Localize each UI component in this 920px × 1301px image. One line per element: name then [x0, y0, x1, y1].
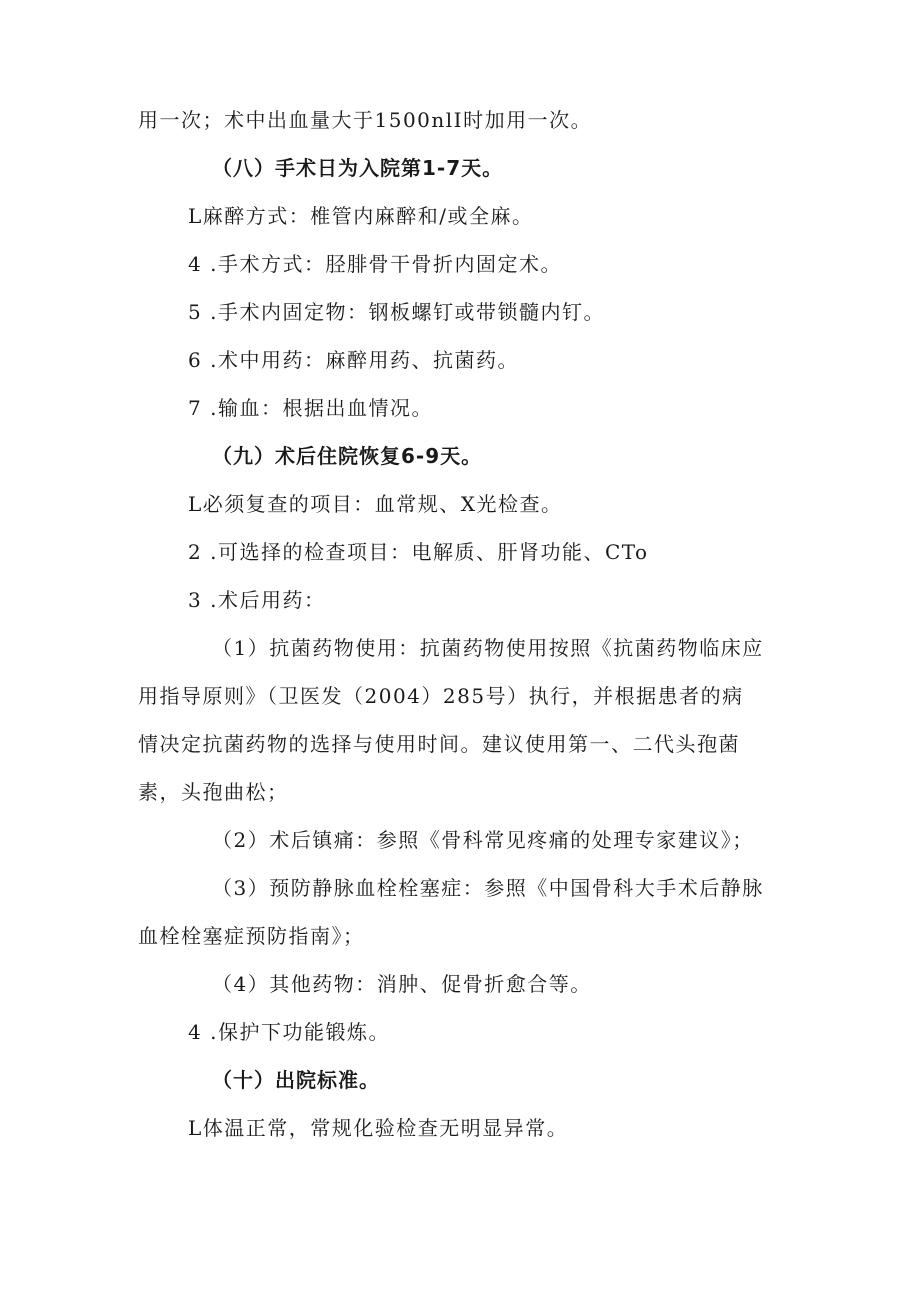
sub-item-antibiotics-cont-3: 素，头孢曲松；: [138, 780, 289, 804]
sub-item-vte-prevention-cont: 血栓栓塞症预防指南》；: [138, 924, 365, 948]
sub-item-antibiotics-cont-1: 用指导原则》（卫医发（2004）285号）执行，并根据患者的病: [138, 684, 744, 708]
sub-item-antibiotics-cont-2: 情决定抗菌药物的选择与使用时间。建议使用第一、二代头孢菌: [138, 732, 740, 756]
list-item-anesthesia: L麻醉方式：椎管内麻醉和/或全麻。: [188, 204, 534, 228]
list-item-discharge-criteria: L体温正常，常规化验检查无明显异常。: [188, 1116, 569, 1140]
list-item-exercise: 4 .保护下功能锻炼。: [188, 1020, 390, 1044]
list-item-intraop-drugs: 6 .术中用药：麻醉用药、抗菌药。: [188, 348, 519, 372]
list-item-required-review: L必须复查的项目：血常规、X光检查。: [188, 492, 563, 516]
section-heading-8: （八）手术日为入院第1-7天。: [212, 156, 504, 180]
list-item-postop-drugs: 3 .术后用药：: [188, 588, 326, 612]
list-item-optional-tests: 2 .可选择的检查项目：电解质、肝肾功能、CTo: [188, 540, 649, 564]
sub-item-analgesia: （2）术后镇痛：参照《骨科常见疼痛的处理专家建议》；: [212, 828, 754, 852]
list-item-transfusion: 7 .输血：根据出血情况。: [188, 396, 433, 420]
sub-item-vte-prevention: （3）预防静脉血栓栓塞症：参照《中国骨科大手术后静脉: [212, 876, 764, 900]
sub-item-antibiotics: （1）抗菌药物使用：抗菌药物使用按照《抗菌药物临床应: [212, 636, 764, 660]
section-heading-10: （十）出院标准。: [212, 1068, 380, 1092]
list-item-surgery-method: 4 .手术方式：胫腓骨干骨折内固定术。: [188, 252, 562, 276]
sub-item-other-drugs: （4）其他药物：消肿、促骨折愈合等。: [212, 972, 592, 996]
text-line-continuation: 用一次；术中出血量大于1500nlI时加用一次。: [138, 108, 593, 132]
list-item-fixation: 5 .手术内固定物：钢板螺钉或带锁髓内钉。: [188, 300, 605, 324]
section-heading-9: （九）术后住院恢复6-9天。: [212, 444, 483, 468]
